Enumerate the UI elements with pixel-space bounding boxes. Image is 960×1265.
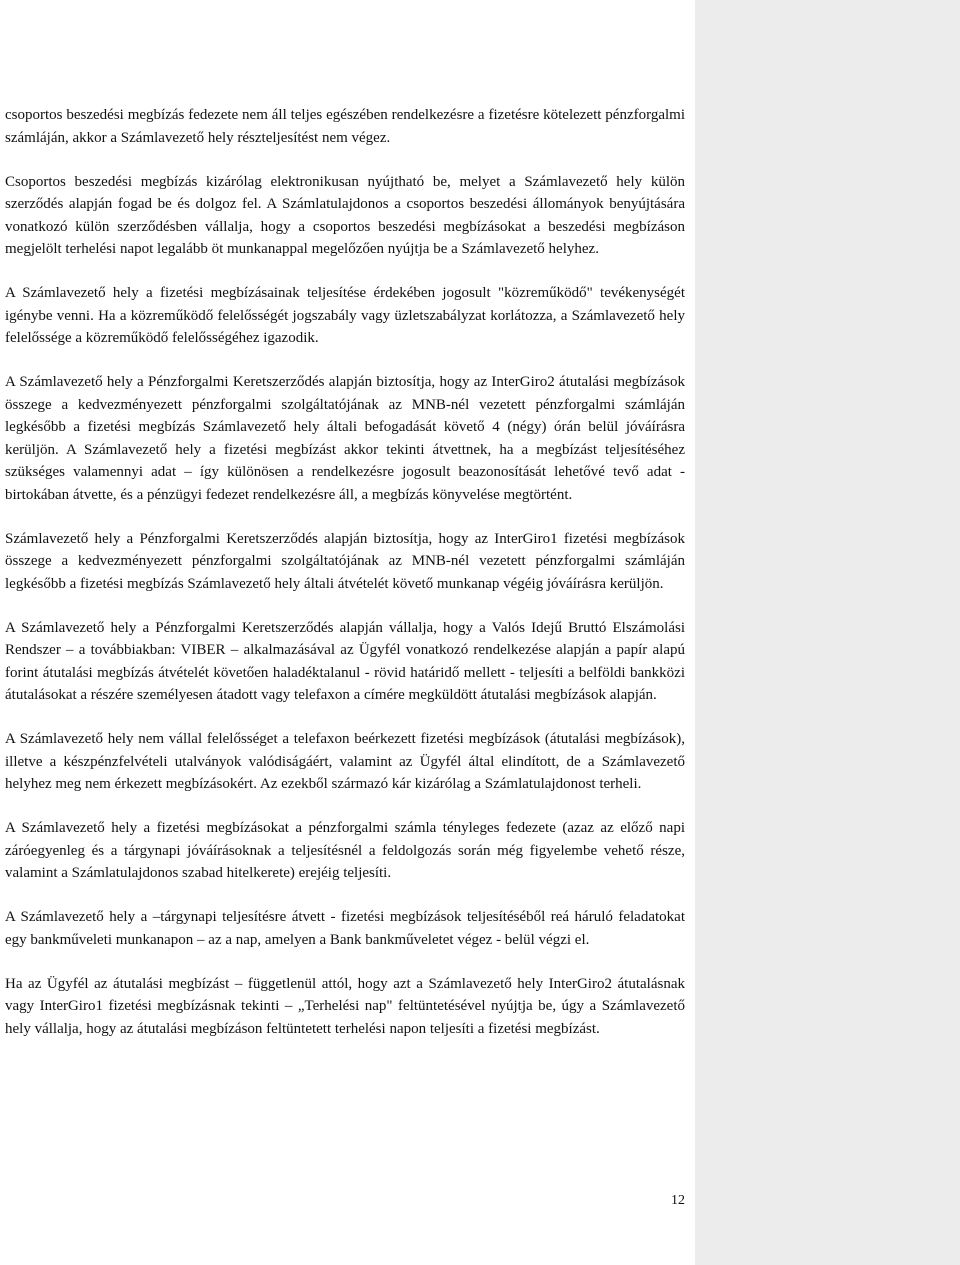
paragraph: Ha az Ügyfél az átutalási megbízást – függetlenül attól, hogy azt a Számlavezető hely InterGiro2 átutalásnak vagy InterGiro1 fizetési megbízásnak tekinti – „Terhelési nap" feltüntetésével nyújtja be, úgy a Számlavezető hely vállalja, hogy az átutalási megbízáson feltüntetett terhelési napon teljesíti a fizetési megbízást. xyxy=(5,975,685,1037)
paragraph: A Számlavezető hely a fizetési megbízásokat a pénzforgalmi számla tényleges fedezete (azaz az előző napi záróegyenleg és a tárgynapi jóváírásoknak a teljesítésnél a feldolgozás során még figyelembe vehető része, valamint a Számlatulajdonos szabad hitelkerete) erejéig teljesíti. xyxy=(5,820,685,881)
paragraph: A Számlavezető hely nem vállal felelősséget a telefaxon beérkezett fizetési megbízások (átutalási megbízások), illetve a készpénzfelvételi utalványok valódiságáért, valamint az Ügyfél által elindított, de a Számlavezető helyhez meg nem érkezett megbízásokért. Az ezekből származó kár kizárólag a Számlatulajdonost terheli. xyxy=(5,731,685,792)
paragraph: A Számlavezető hely a Pénzforgalmi Keretszerződés alapján biztosítja, hogy az InterGiro2 átutalási megbízások összege a kedvezményezett pénzforgalmi szolgáltatójának az MNB-nél vezetett pénzforgalmi számláján legkésőbb a fizetési megbízás Számlavezető hely általi befogadását követő 4 (négy) órán belül jóváírásra kerüljön. A Számlavezető hely a fizetési megbízást akkor tekinti átvettnek, ha a megbízást teljesítéséhez szükséges valamennyi adat – így különösen a rendelkezésre jogosult beazonosítását lehetővé tevő adat - birtokában átvette, és a pénzügyi fedezet rendelkezésre áll, a megbízás könyvelése megtörtént. xyxy=(5,374,685,503)
paragraph: Számlavezető hely a Pénzforgalmi Keretszerződés alapján biztosítja, hogy az InterGiro1 fizetési megbízások összege a kedvezményezett pénzforgalmi szolgáltatójának az MNB-nél vezetett pénzforgalmi számláján legkésőbb a fizetési megbízás Számlavezető hely általi átvételét követő munkanap végéig jóváírásra kerüljön. xyxy=(5,530,685,592)
paragraph: A Számlavezető hely a Pénzforgalmi Keretszerződés alapján vállalja, hogy a Valós Idejű Bruttó Elszámolási Rendszer – a továbbiakban: VIBER – alkalmazásával az Ügyfél vonatkozó rendelkezése alapján a papír alapú forint átutalási megbízás átvételét követően haladéktalanul - rövid határidő mellett - teljesíti a belföldi bankközi átutalásokat a részére személyesen átadott vagy telefaxon a címére megküldött átutalási megbízások alapján. xyxy=(5,619,685,703)
paragraph: A Számlavezető hely a –tárgynapi teljesítésre átvett - fizetési megbízások teljesítéséből reá háruló feladatokat egy bankműveleti munkanapon – az a nap, amelyen a Bank bankműveletet végez - belül végzi el. xyxy=(5,909,685,948)
page-number: 12 xyxy=(671,1193,685,1208)
document-body xyxy=(5,104,685,1062)
comment-margin-panel xyxy=(695,0,960,1265)
paragraph: Csoportos beszedési megbízás kizárólag elektronikusan nyújtható be, melyet a Számlavezető hely külön szerződés alapján fogad be és dolgoz fel. A Számlatulajdonos a csoportos beszedési állományok benyújtására vonatkozó külön szerződésben vállalja, hogy a csoportos beszedési megbízásokat a beszedési megbízáson megjelölt terhelési napot legalább öt munkanappal megelőzően nyújtja be a Számlavezető helyhez. xyxy=(5,173,685,257)
paragraph: csoportos beszedési megbízás fedezete nem áll teljes egészében rendelkezésre a fizetésre kötelezett pénzforgalmi számláján, akkor a Számlavezető hely részteljesítést nem végez. xyxy=(5,107,685,146)
paragraph: A Számlavezető hely a fizetési megbízásainak teljesítése érdekében jogosult "közreműködő" tevékenységét igénybe venni. Ha a közreműködő felelősségét jogszabály vagy üzletszabályzat korlátozza, a Számlavezető hely felelőssége a közreműködő felelősségéhez igazodik. xyxy=(5,285,685,346)
